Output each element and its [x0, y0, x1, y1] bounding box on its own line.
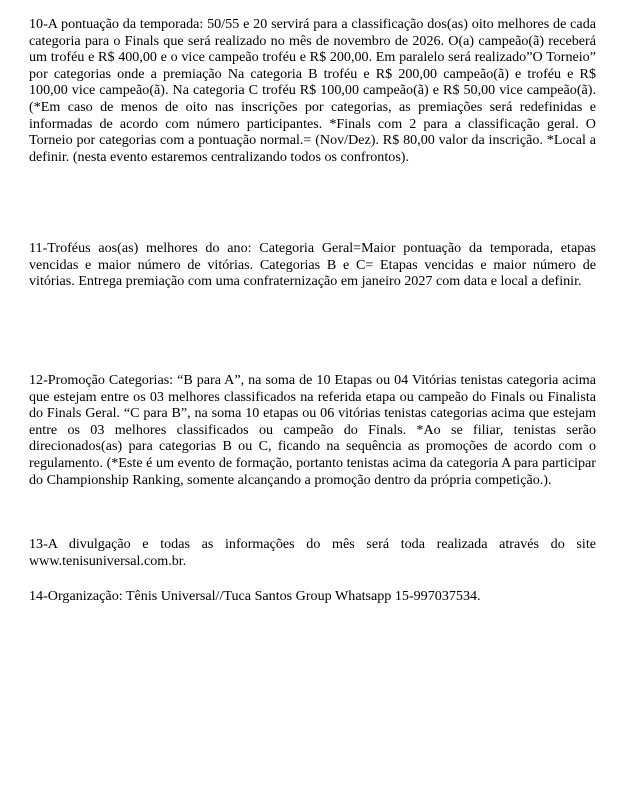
rule-item-10-paragraph: 10-A pontuação da temporada: 50/55 e 20 servirá para a classificação dos(as) oito melhores de cada categoria para o Finals que será realizado no mês de novembro de 2026. O(a) campeão(ã) receberá um troféu e R$ 400,00 e o vice campeão troféu e R$ 200,00. Em paralelo será realizado”O Torneio” por categorias onde a premiação Na categoria B troféu e R$ 200,00 campeão(ã) e troféu e R$ 100,00 vice campeão(ã). Na categoria C troféu R$ 100,00 campeão(ã) e R$ 50,00 vice campeão(ã). (*Em caso de menos de oito nas inscrições por categorias, as premiações será redefinidas e informadas de acordo com número participantes. *Finals com 2 para a classificação geral. O Torneio por categorias com a pontuação normal.= (Nov/Dez). R$ 80,00 valor da inscrição. *Local a definir. (nesta evento estaremos centralizando todos os confrontos). — [29, 16, 596, 165]
rule-item-11-paragraph: 11-Troféus aos(as) melhores do ano: Categoria Geral=Maior pontuação da temporada, etapas vencidas e maior número de vitórias. Categorias B e C= Etapas vencidas e maior número de vitórias. Entrega premiação com uma confraternização em janeiro 2027 com data e local a definir. — [29, 240, 596, 290]
rule-item-14-paragraph: 14-Organização: Tênis Universal//Tuca Santos Group Whatsapp 15-997037534. — [29, 588, 481, 604]
rule-item-12-paragraph: 12-Promoção Categorias: “B para A”, na soma de 10 Etapas ou 04 Vitórias tenistas categoria acima que estejam entre os 03 melhores classificados na referida etapa ou campeão do Finals ou Finalista do Finals Geral. “C para B”, na soma 10 etapas ou 06 vitórias tenistas categorias acima que estejam entre os 03 melhores classificados ou campeão do Finals. *Ao se filiar, tenistas serão direcionados(as) para categorias B ou C, ficando na sequência as promoções de acordo com o regulamento. (*Este é um evento de formação, portanto tenistas acima da categoria A para participar do Championship Ranking, somente alcançando a promoção dentro da própria competição.). — [29, 372, 596, 488]
rule-item-13-paragraph: 13-A divulgação e todas as informações do mês será toda realizada através do site www.tenisuniversal.com.br. — [29, 536, 596, 569]
